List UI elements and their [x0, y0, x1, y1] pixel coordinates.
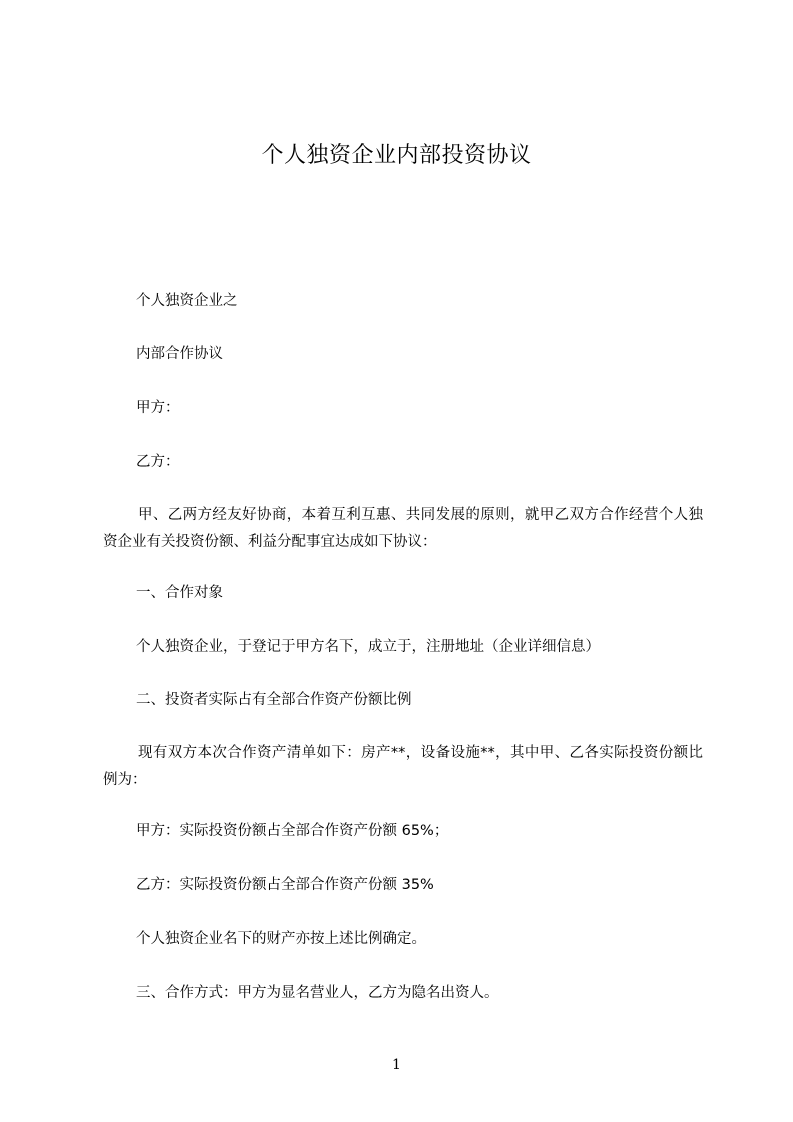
section-1-heading: 一、合作对象 — [136, 585, 223, 601]
party-b-label: 乙方： — [136, 454, 180, 470]
section-2-body: 现有双方本次合作资产清单如下：房产**，设备设施**，其中甲、乙各实际投资份额比例为： — [103, 745, 703, 788]
intro-line-1: 个人独资企业之 — [136, 293, 238, 309]
section-3: 三、合作方式：甲方为显名营业人，乙方为隐名出资人。 — [136, 985, 499, 1001]
party-b-share: 乙方：实际投资份额占全部合作资产份额 35% — [136, 877, 434, 893]
property-note: 个人独资企业名下的财产亦按上述比例确定。 — [136, 931, 426, 947]
document-title: 个人独资企业内部投资协议 — [261, 143, 532, 168]
preamble-paragraph: 甲、乙两方经友好协商，本着互利互惠、共同发展的原则，就甲乙双方合作经营个人独资企业有关投资份额、利益分配事宜达成如下协议： — [103, 507, 703, 550]
section-1-body: 个人独资企业，于登记于甲方名下，成立于，注册地址（企业详细信息） — [136, 639, 600, 655]
party-a-share: 甲方：实际投资份额占全部合作资产份额 65%； — [136, 823, 449, 839]
section-2-heading: 二、投资者实际占有全部合作资产份额比例 — [136, 692, 412, 708]
page-number: 1 — [392, 1057, 401, 1073]
intro-line-2: 内部合作协议 — [136, 346, 223, 362]
party-a-label: 甲方： — [136, 400, 180, 416]
